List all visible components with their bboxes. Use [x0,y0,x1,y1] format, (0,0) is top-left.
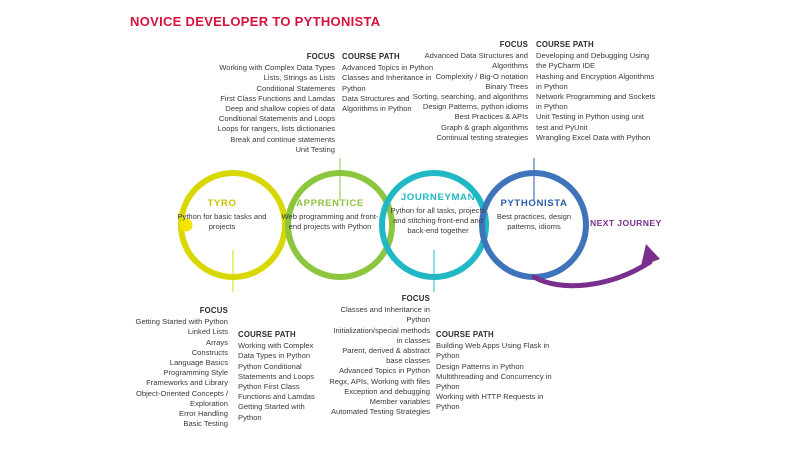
panel-list [536,51,658,143]
stage-pythonista [482,198,586,232]
list-item: Unit Testing [295,144,335,154]
stage-journeyman-name: JOURNEYMAN [400,192,476,203]
list-item: Hashing and Encryption Algorithms in Python [536,71,655,91]
stage-tyro [170,198,274,232]
panel-list [402,51,528,143]
list-item: Developing and Debugging Using the PyCharm IDE [536,51,650,71]
stage-journeyman-desc: Python for all tasks, projects and stitching front-end and back-end together [390,206,486,235]
list-item: Getting Started with Python [135,317,228,327]
panel-apprentice-focus [170,52,335,155]
panel-header: COURSE PATH [536,40,594,49]
list-item: Regx, APIs, Working with files [329,376,430,386]
list-item: Basic Testing [183,419,228,429]
list-item: Continual testing strategies [436,132,528,142]
list-item: Member variables [369,397,430,407]
list-item: Classes and Inheritance in Python [342,73,432,93]
list-item: Exception and debugging [344,386,430,396]
list-item: Arrays [206,337,228,347]
list-item: Python First Class Functions and Lamdas [238,382,315,402]
list-item: Working with HTTP Requests in Python [436,392,544,412]
list-item: Automated Testing Strategies [330,407,430,417]
list-item: Linked Lists [187,327,228,337]
list-item: Advanced Topics in Python [338,366,430,376]
stage-tyro-desc: Python for basic tasks and projects [177,212,267,231]
panel-list [326,305,430,417]
list-item: Wrangling Excel Data with Python [536,132,651,142]
panel-tyro-focus [108,306,228,429]
panel-tyro-course [238,330,330,423]
panel-header: FOCUS [199,306,228,315]
stage-apprentice [278,198,382,232]
list-item: Sorting, searching, and algorithms [412,92,528,102]
list-item: Lists, Strings as Lists [263,73,335,83]
list-item: Constructs [191,347,228,357]
panel-list [238,341,330,423]
list-item: Advanced Topics in Python [342,63,434,73]
panel-journeyman-course [436,330,560,413]
panel-header: FOCUS [306,52,335,61]
panel-pythonista-focus [402,40,528,143]
list-item: Building Web Apps Using Flask in Python [436,341,550,361]
panel-header: FOCUS [401,294,430,303]
list-item: Frameworks and Library [146,378,228,388]
list-item: Multithreading and Concurrency in Python [436,371,552,392]
list-item: Classes and Inheritance in Python [340,305,430,325]
list-item: Design Patterns in Python [436,361,524,371]
list-item: Complexity / Big-O notation [435,71,528,81]
list-item: Working with Complex Data Types [219,63,335,73]
panel-list [170,63,335,155]
list-item: Error Handling [179,409,228,419]
stage-pythonista-desc: Best practices, design patterns, idioms [496,212,572,231]
list-item: Network Programming and Sockets in Python [536,92,656,112]
list-item: Parent, derived & abstract base classes [342,346,430,366]
list-item: Working with Complex Data Types in Python [238,341,314,361]
panel-list [436,341,560,412]
list-item: Unit Testing in Python using unit test and PyUnit [536,112,644,132]
list-item: Initialization/special methods in classes [333,325,430,345]
list-item: Conditional Statements [256,83,335,93]
list-item: Binary Trees [485,81,528,91]
list-item: Object-Oriented Concepts / Exploration [135,388,228,408]
list-item: Loops for rangers, lists dictionaries [217,124,335,134]
next-journey-label: NEXT JOURNEY [590,218,662,228]
panel-pythonista-course [536,40,658,143]
list-item: Conditional Statements and Loops [218,114,335,124]
panel-header: COURSE PATH [436,330,494,339]
stage-tyro-name: TYRO [207,198,237,209]
stage-apprentice-name: APPRENTICE [296,198,364,209]
list-item: Graph & graph algorithms [441,122,528,132]
list-item: Language Basics [169,358,228,368]
list-item: Data Structures and Algorithms in Python [342,93,412,114]
panel-header: FOCUS [499,40,528,49]
list-item: Getting Started with Python [238,402,305,422]
list-item: First Class Functions and Lamdas [220,93,335,103]
panel-list [108,317,228,429]
list-item: Best Practices & APIs [454,112,528,122]
stage-pythonista-name: PYTHONISTA [500,198,568,209]
list-item: Deep and shallow copies of data [225,104,335,114]
list-item: Programming Style [163,368,228,378]
list-item: Python Conditional Statements and Loops [238,361,314,381]
list-item: Advanced Data Structures and Algorithms [424,51,528,71]
list-item: Break and continue statements [230,134,335,144]
panel-journeyman-focus [326,294,430,417]
panel-header: COURSE PATH [238,330,296,339]
stage-apprentice-desc: Web programming and front-end projects with Python [281,212,379,231]
list-item: Design Patterns, python idioms [422,102,528,112]
panel-header: COURSE PATH [342,52,400,61]
stage-journeyman [386,192,490,235]
page-title: NOVICE DEVELOPER TO PYTHONISTA [130,14,381,29]
